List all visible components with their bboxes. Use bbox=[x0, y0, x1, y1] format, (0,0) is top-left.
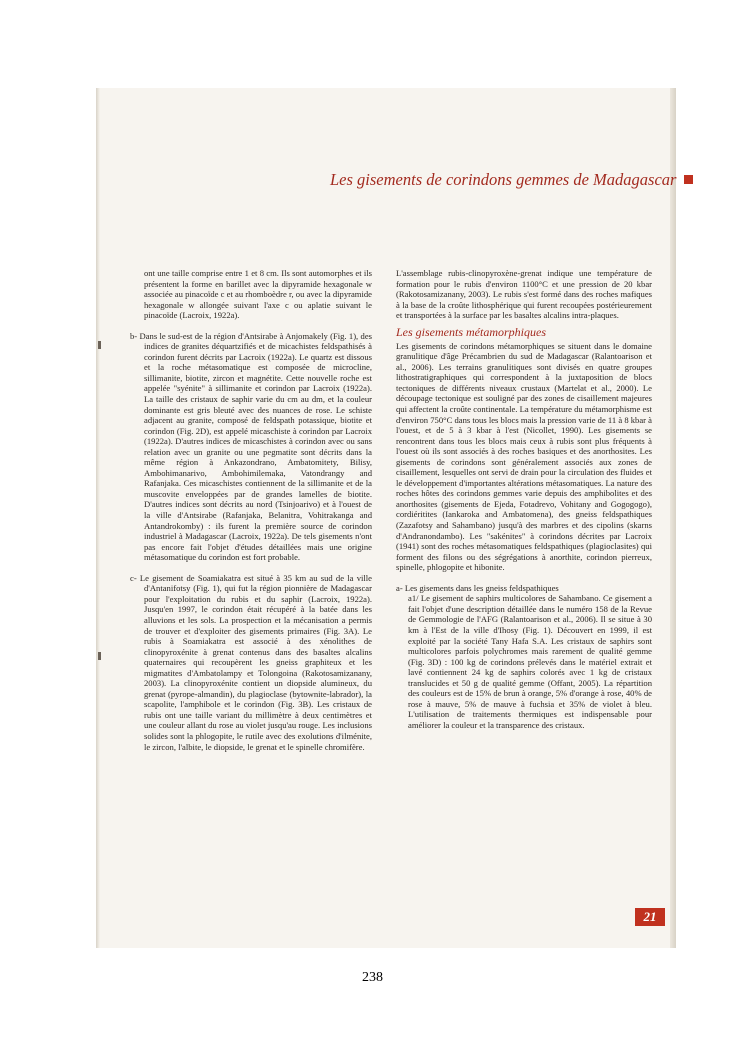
left-column bbox=[122, 268, 372, 752]
left-intro-paragraph: ont une taille comprise entre 1 et 8 cm. Ils sont automorphes et ils présentent la forme en barillet avec la dipyramide hexagonale w associée au pinacoïde c et au rhomboèdre r, ou avec la dipyramide hexagonale w allongée suivant l'axe c ou aplatie suivant le pinacoïde (Lacroix, 1922a). bbox=[144, 268, 372, 321]
running-header-title: Les gisements de corindons gemmes de Madagascar bbox=[330, 170, 677, 189]
section-title: Les gisements métamorphiques bbox=[396, 324, 546, 339]
page-right-edge bbox=[670, 88, 676, 948]
journal-page-number: 21 bbox=[635, 908, 665, 926]
section-paragraph: Les gisements de corindons métamorphiques se situent dans le domaine granulitique d'âge Précambrien du sud de Madagascar (Ralantoarison et al., 2006). Les terrains granulitiques sont divisés en quatre groupes lithostratigraphiques qui correspondent à la juxtaposition de blocs tectoniques de différents niveaux crustaux (Martelat et al., 2000). Le découpage tectonique est souligné par des zones de cisaillement majeures qui affectent la croûte continentale. La température du métamorphisme est d'environ 750°C dans tous les blocs mais la pression varie de 11 à 8 kbar à l'ouest, et de 5 à 3 kbar à l'est (Nicollet, 1990). Les gisements se rencontrent dans tous les blocs mais ceux à rubis sont plus fréquents à l'ouest où ils sont associés à des roches basiques et des anorthosites. Les gisements de corindons sont généralement associés aux zones de cisaillement, lesquelles ont servi de drain pour la circulation des fluides et le développement d'importantes altérations métasomatiques. La nature des roches hôtes des corindons gemmes varie depuis des amphibolites et des anorthosites (gisements de Ejeda, Fotadrevo, Vohitany and Gogogogo), cordiéritites (Iankaroka and Ambatomena), des gneiss feldspathiques (Zazafotsy and Sahambano) jusqu'à des marbres et des cipolins (skarns d'Andranondambo). Les "sakénites" à corindons décrites par Lacroix (1941) sont des roches métasomatiques feldspathiques (plagioclasites) qui forment des filons ou des ségrégations à anorthite, corindon pierreux, spinelle, phlogopite et hibonite. bbox=[396, 340, 652, 573]
page-number: 238 bbox=[362, 970, 383, 985]
list-item-a1: a1/ Le gisement de saphirs multicolores de Sahambano. Ce gisement a fait l'objet d'une description détaillée dans le numéro 158 de la Revue de Gemmologie de l'AFG (Ralantoarison et al., 2006). Il se situe à 30 km à l'Est de la ville d'Ihosy (Fig. 1). Découvert en 1999, il est exploité par la société Tany Hafa S.A. Les cristaux de saphirs sont multicolores parfois polychromes mais rarement de qualité gemme (Fig. 3D) : 100 kg de corindons prélevés dans le matériel extrait et lavé contiennent 24 kg de saphirs colorés avec 1 kg de cristaux translucides et 50 g de qualité gemme (Offant, 2005). La répartition des couleurs est de 15% de brun à orange, 5% d'orange à rose, 40% de rose à mauve, 5% de mauve à fuchsia et 35% de violet à bleu. L'utilisation de traitements thermiques est indispensable pour améliorer la couleur et la transparence des cristaux. bbox=[408, 593, 652, 730]
right-column bbox=[396, 268, 652, 730]
margin-mark bbox=[98, 341, 101, 349]
page-spine-shadow bbox=[96, 88, 100, 948]
list-item-a-title: a- Les gisements dans les gneiss feldspathiques bbox=[396, 582, 559, 593]
header-square-icon bbox=[684, 175, 693, 184]
running-header bbox=[330, 170, 677, 190]
list-item-b: b- Dans le sud-est de la région d'Antsirabe à Anjomakely (Fig. 1), des indices de granites déquartzifiés et de micachistes feldspathisés à corindon furent décrits par Lacroix (1922a). Le quartz est dissous et la roche métasomatique est composée de microcline, sillimanite, biotite, zircon et magnétite. Cette nouvelle roche est appelée "syénite" à sillimanite et corindon par Lacroix (1922a). La taille des cristaux de saphir varie du cm au dm, et la couleur dominante est gris bleuté avec des nuances de rose. Le schiste adjacent au granite, composé de feldspath potassique, biotite et corindon (Fig. 2D), est appelé micaschiste à corindon par Lacroix (1922a). D'autres indices de micaschistes à corindon avec ou sans relation avec un granite ou une pegmatite sont décrits dans la même région à Ankazondrano, Ambatomitety, Bilisy, Ambohimanarivo, Ambohimilemaka, Vatondrangy and Rafanjaka. Ces micaschistes contiennent de la sillimanite et de la muscovite enveloppées par de grandes lamelles de biotite. D'autres indices sont décrits au nord (Tsinjoarivo) et à l'ouest de la ville d'Antsirabe (Rafanjaka, Belanitra, Vohitrakanga and Antandrokomby) : ils furent la première source de corindon industriel à Madagascar (Lacroix, 1922a). De tels gisements n'ont pas encore fait l'objet d'études détaillées mais une origine métasomatique du corindon est fort probable. bbox=[130, 330, 372, 563]
list-item-c: c- Le gisement de Soamiakatra est situé à 35 km au sud de la ville d'Antanifotsy (Fig. 1), qui fut la région pionnière de Madagascar pour l'exploitation du rubis et du saphir (Lacroix, 1922a). Jusqu'en 1997, le corindon était récupéré à la batée dans les alluvions et les sols. La prospection et la mécanisation a permis de trouver et d'exploiter des gisements primaires (Fig. 3A). Le rubis à Soamiakatra est associé à des xénolithes de clinopyroxénite à grenat contenus dans des basaltes alcalins quaternaires qui recoupèrent les gneiss graphiteux et les migmatites d'Ambatolampy et Tolongoina (Rakotosamizanany, 2003). La clinopyroxénite contient un diopside alumineux, du grenat (pyrope-almandin), du plagioclase (bytownite-labrador), la scapolite, l'amphibole et le corindon (Fig. 3B). Les cristaux de rubis ont une taille variant du millimètre à deux centimètres et une couleur allant du rose au violet jusqu'au rouge. Les inclusions solides sont la phlogopite, le rutile avec des exolutions d'ilménite, le zircon, l'albite, le diopside, le grenat et le spinelle chromifère. bbox=[130, 572, 372, 752]
right-intro-paragraph: L'assemblage rubis-clinopyroxène-grenat indique une température de formation pour le rubis d'environ 1100°C et une pression de 20 kbar (Rakotosamizanany, 2003). Le rubis s'est formé dans des roches mafiques à la base de la croûte lithosphérique qui furent recoupées postérieurement et transportées à la surface par les basaltes alcalins intra-plaques. bbox=[396, 268, 652, 321]
margin-mark bbox=[98, 652, 101, 660]
